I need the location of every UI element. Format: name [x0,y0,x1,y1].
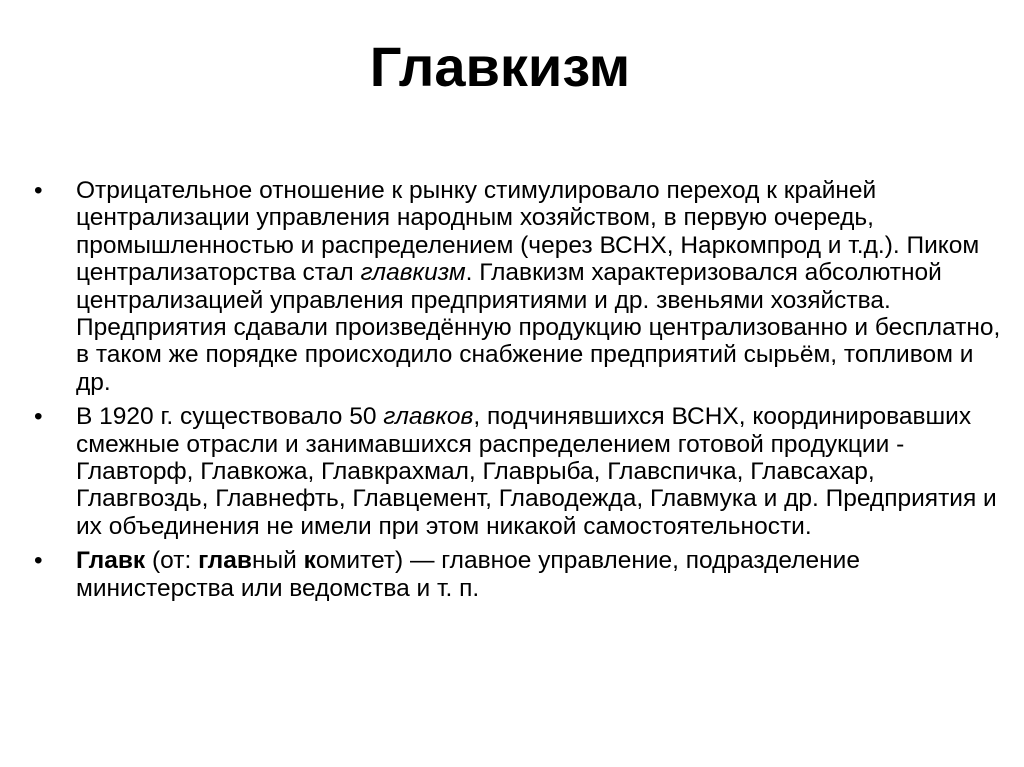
bullet-segment-italic: главкизм [360,259,466,287]
bullet-segment: омитет) — главное управление, подразделение министерства или ведомства и т. п. [76,547,860,602]
bullet-segment-bold: к [303,547,316,575]
bullet-item-3 [34,547,1004,602]
bullet-segment-bold: глав [198,547,252,575]
slide-title: Главкизм [369,35,631,98]
bullet-item-2 [34,403,1004,540]
bullet-segment: . Главкизм характеризовался абсолютной централизацией управления предприятиями и др. звеньями хозяйства. Предприятия сдавали произведённую продукцию централизованно и бесплатно, в таком же порядке происходило снабжение предприятий сырьём, топливом и др. [76,259,1001,396]
bullet-segment-bold: Главк [76,547,146,575]
bullet-list [34,177,1004,609]
bullet-dot-icon: • [34,547,43,575]
bullet-item-1 [34,177,1004,396]
bullet-dot-icon: • [34,403,43,431]
bullet-segment: ный [251,547,304,575]
bullet-segment: , подчинявшихся ВСНХ, координировавших смежные отрасли и занимавшихся распределением готовой продукции - Главторф, Главкожа, Главкрахмал, Главрыба, Главспичка, Главсахар, Главгвоздь, Главнефть, Главцемент, Главодежда, Главмука и др. Предприятия и их объединения не имели при этом никакой самостоятельности. [76,403,997,540]
bullet-dot-icon: • [34,177,43,204]
bullet-segment: В 1920 г. существовало 50 [76,403,384,431]
bullet-segment: Отрицательное отношение к рынку стимулировало переход к крайней централизации управления народным хозяйством, в первую очередь, промышленностью и распределением (через ВСНХ, Наркомпрод и т.д.). Пиком централизаторства стал [76,177,980,287]
bullet-segment: (от: [145,547,199,575]
bullet-segment-italic: главков [383,403,474,431]
